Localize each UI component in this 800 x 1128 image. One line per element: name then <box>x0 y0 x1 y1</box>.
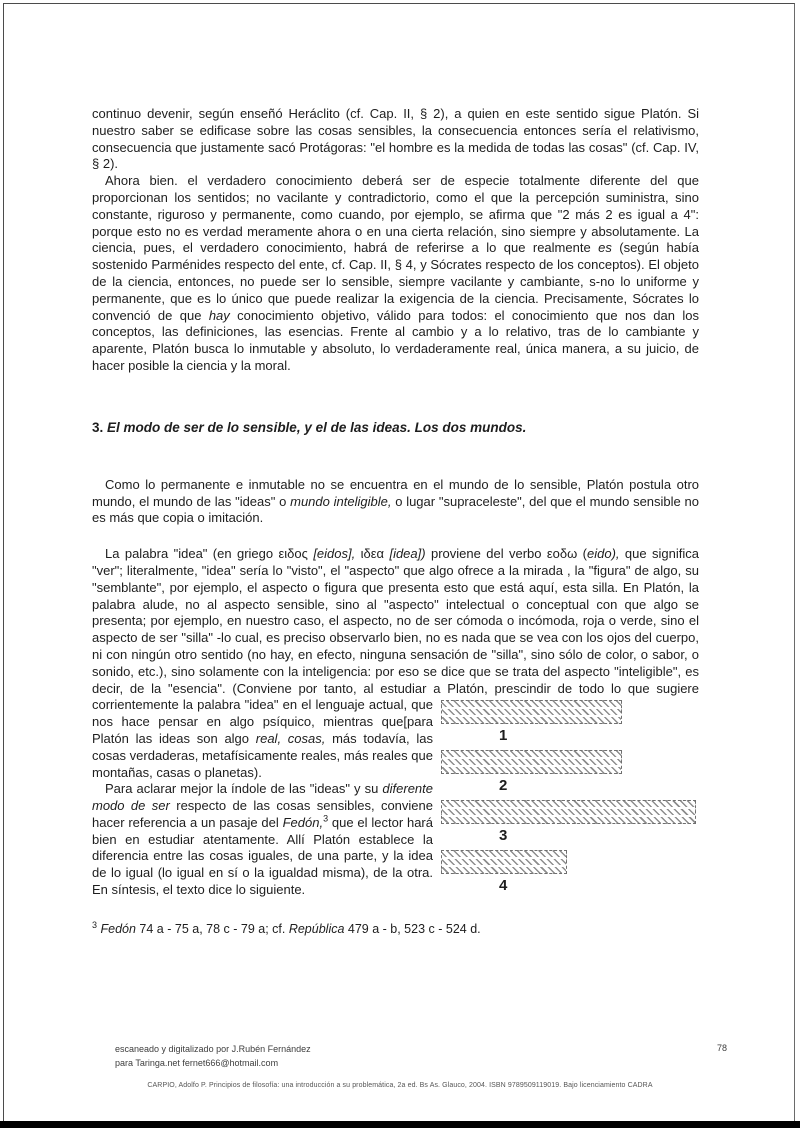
hatched-bar <box>441 750 622 774</box>
bar-label: 4 <box>499 877 508 895</box>
bottom-scan-bar <box>0 1121 800 1128</box>
page-number: 78 <box>717 1043 728 1053</box>
hatched-bar <box>441 850 567 874</box>
scan-credit-line-2: para Taringa.net fernet666@hotmail.com <box>115 1057 279 1068</box>
bar-label: 1 <box>499 727 508 745</box>
paragraph-la-palabra-idea-part2: lenguaje actual, que nos hace pensar en algo psíquico, mientras que[para Platón las ideas son algo real, cosas, más todavía, las cosas verdaderas, metafísicamente reales, más reales que montañas, casas o planetas). <box>92 697 433 780</box>
scan-credit-line-1: escaneado y digitalizado por J.Rubén Fernández <box>115 1044 311 1054</box>
bar-label: 3 <box>499 827 508 845</box>
paragraph-ahora-bien: Ahora bien. el verdadero conocimiento deberá ser de especie totalmente diferente del que proporcionan los sentidos; no vacilante y contradictorio, como el que la percepción suministra, sino constante, riguroso y permanente, como cuando, por ejemplo, se afirma que "2 más 2 es igual a 4": porque esto no es verdad meramente ahora o en una cierta relación, sino siempre y absolutamente. La ciencia, pues, el verdadero conocimiento, habrá de referirse a lo que realmente es (según había sostenido Parménides respecto del ente, cf. Cap. II, § 4, y Sócrates respecto de los conceptos). El objeto de la ciencia, entonces, no puede ser lo sensible, siempre vacilante y cambiante, s-no lo uniforme y permanente, que es lo único que puede realizar la exigencia de la ciencia. Precisamente, Sócrates lo convenció de que hay conocimiento objetivo, válido para todos: el conocimiento que nos dan los conceptos, las definiciones, las esencias. Frente al cambio y a lo relativo, tras de lo cambiante y aparente, Platón busca lo inmutable y absoluto, lo verdaderamente real, única manera, a su juicio, de hacer posible la ciencia y la moral. <box>92 173 699 373</box>
paragraph-para-aclarar: Para aclarar mejor la índole de las "ideas" y su diferente modo de ser respecto de las cosas sensibles, conviene hacer referencia a un pasaje del Fedón,$^3$ que el lector hará bien en estudiar atentamente. Allí Platón establece la diferencia entre las cosas iguales, de una parte, y la idea de lo igual (lo igual en sí o la igualdad misma), de la otra. En síntesis, el texto dice lo siguiente. <box>92 781 433 898</box>
paragraph-la-palabra-idea-part1: La palabra "idea" (en griego ειδος [eidos], ιδεα [idea]) proviene del verbo εοδω (eido), que significa "ver"; literalmente, "idea" sería lo "visto", el "aspecto" que algo ofrece a la mirada , la "figura" de algo, su "semblante", por ejemplo, el aspecto o figura que presenta esto que está aquí, esta silla. En Platón, la palabra alude, no al aspecto sensible, sino al "aspecto" intelectual o conceptual con que algo se presenta; por ejemplo, en nuestro caso, el aspecto, no de ser cómoda o incómoda, roja o verde, sino el aspecto de ser "silla" -lo cual, es preciso observarlo bien, no es nada que se vea con los ojos del cuerpo, ni con ningún otro sentido (no hay, en efecto, ninguna sensación de "silla", sino sólo de color, o sabor, o sonido, etc.), sino solamente con la inteligencia: por eso se dice que se trata del aspecto "inteligible", es decir, de la "esencia". (Conviene por tanto, al estudiar a Platón, prescindir de todo lo que sugiere corrientemente la palabra "idea" en el <box>92 546 699 713</box>
footnote-fedon: $^3$ Fedón 74 a - 75 a, 78 c - 79 a; cf. República 479 a - b, 523 c - 524 d. <box>92 919 481 936</box>
figure-bar-item <box>441 700 699 745</box>
scan-credits <box>115 1043 311 1070</box>
figure-bar-item <box>441 750 699 795</box>
hatched-bar <box>441 800 696 824</box>
citation-caption: CARPIO, Adolfo P. Principios de filosofía: una introducción a su problemática, 2a ed. Bs As. Glauco, 2004. ISBN 9789509119019. Bajo licenciamiento CADRA <box>147 1082 653 1089</box>
hatched-bar <box>441 700 622 724</box>
figure-bar-item <box>441 800 699 845</box>
page-body-text <box>92 106 699 937</box>
bar-label: 2 <box>499 777 508 795</box>
figure-hatched-bars <box>441 697 699 918</box>
section-heading: 3. El modo de ser de lo sensible, y el de las ideas. Los dos mundos. <box>92 419 527 435</box>
figure-bar-item <box>441 850 699 895</box>
paragraph-como-lo-permanente: Como lo permanente e inmutable no se encuentra en el mundo de lo sensible, Platón postula otro mundo, el mundo de las "ideas" o mundo inteligible, o lugar "supraceleste", del que el mundo sensible no es más que copia o imitación. <box>92 476 699 526</box>
paragraph-continuo-devenir: continuo devenir, según enseñó Heráclito (cf. Cap. II, § 2), a quien en este sentido sigue Platón. Si nuestro saber se edificase sobre las cosas sensibles, la consecuencia entonces sería el relativismo, consecuencia que justamente sacó Protágoras: "el hombre es la medida de todas las cosas" (cf. Cap. IV, § 2). <box>92 106 699 172</box>
